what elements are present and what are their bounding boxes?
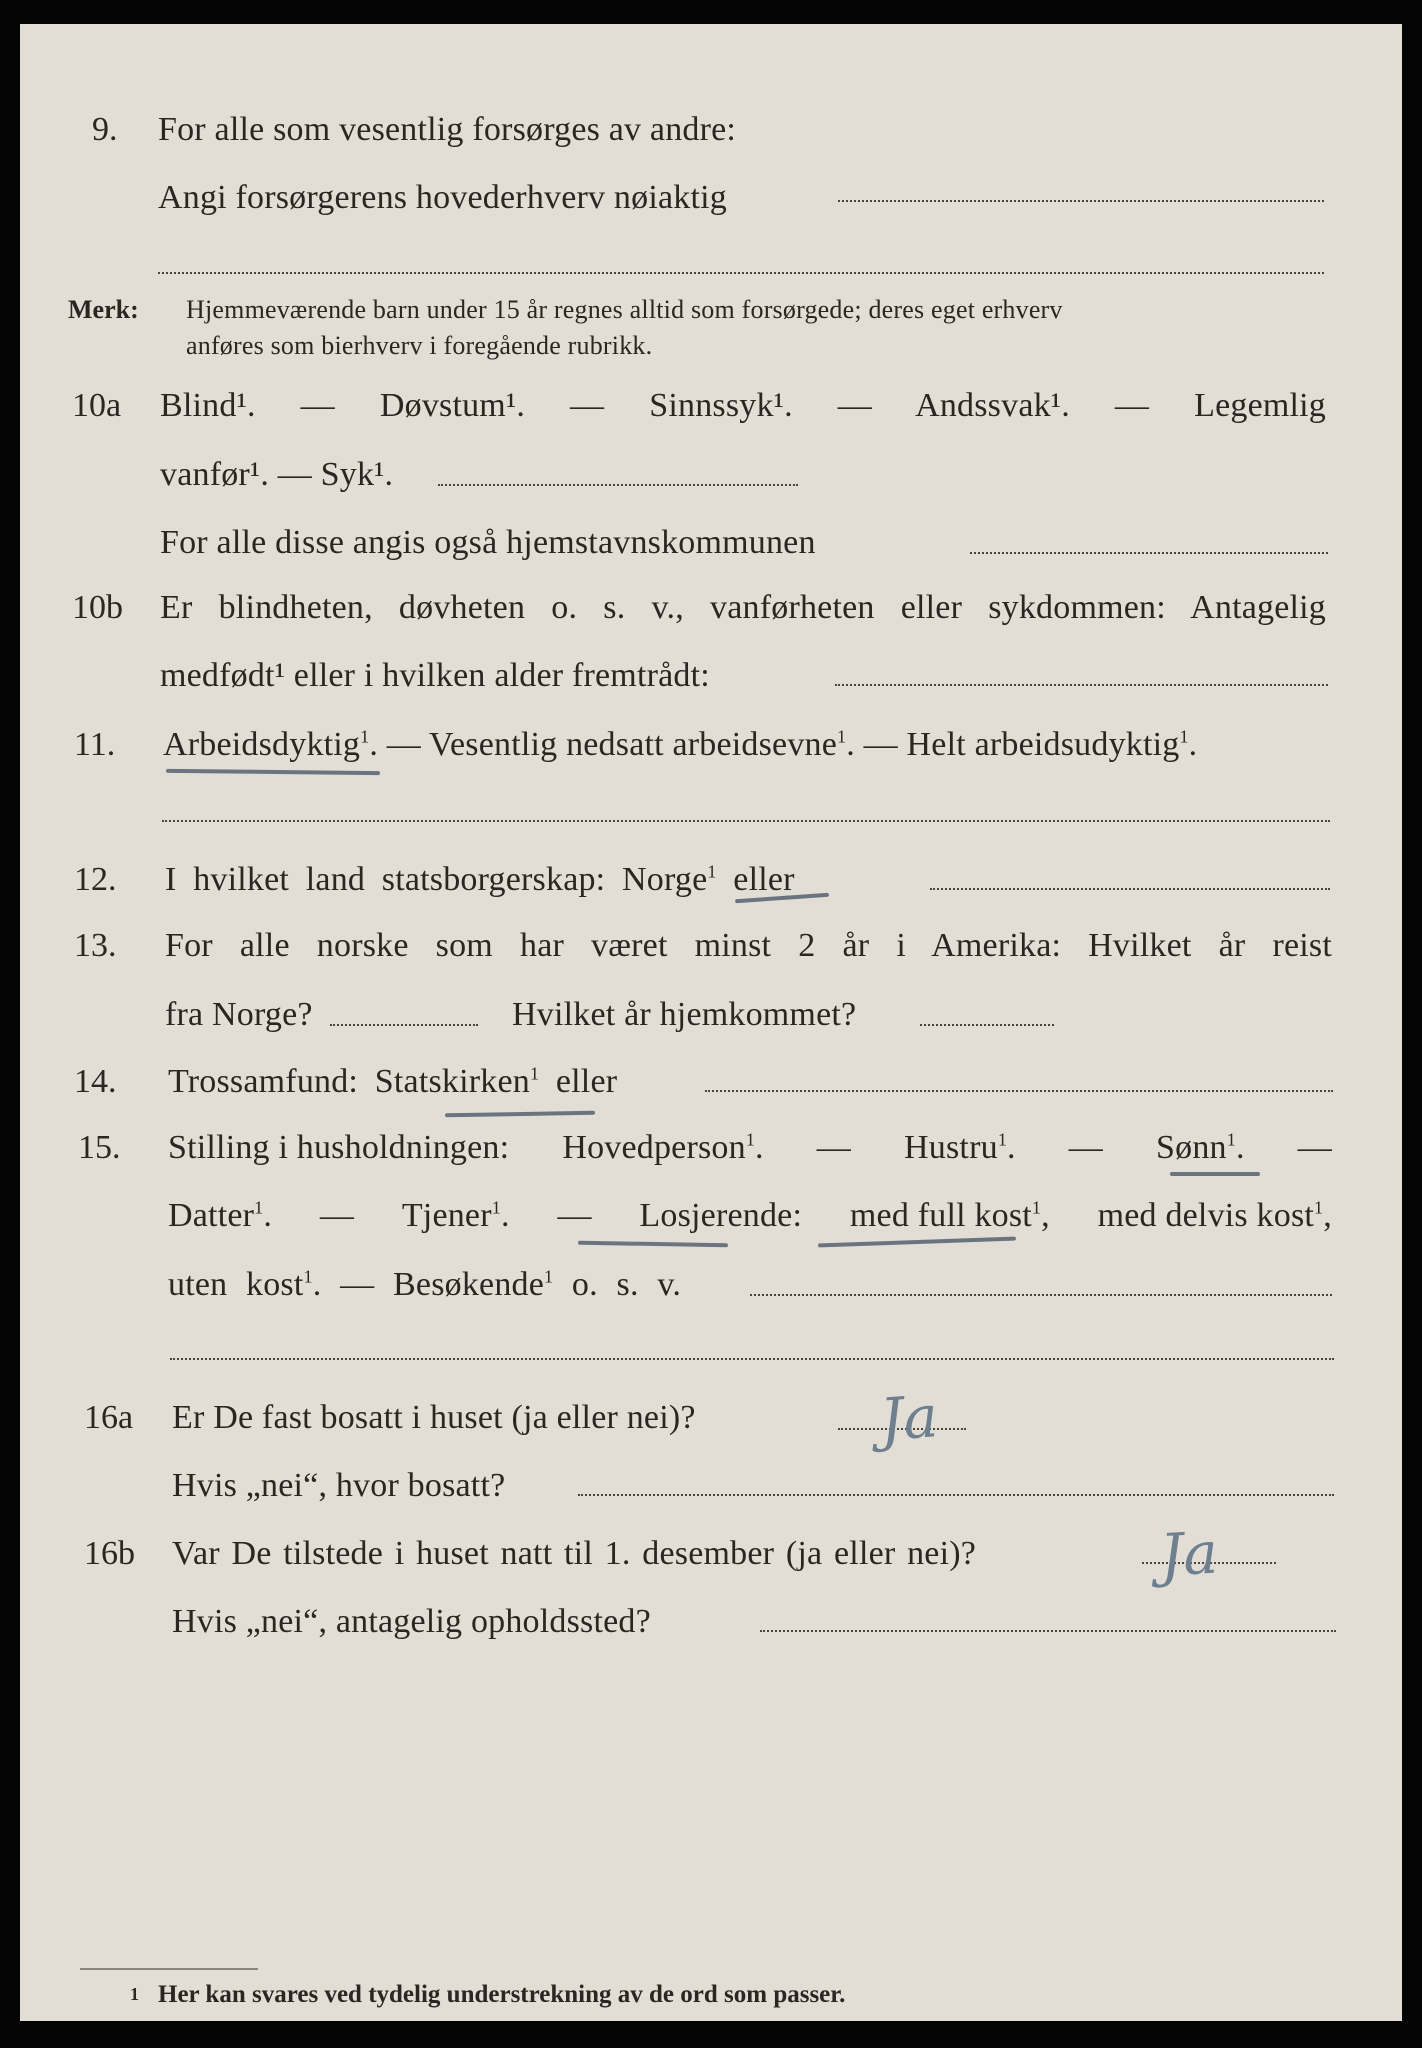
q15-answer-field[interactable] (750, 1294, 1332, 1296)
q9-number: 9. (92, 111, 118, 148)
q13-reist-field[interactable] (330, 1024, 478, 1026)
q11-option-udyktig[interactable]: . — Helt arbeidsudyktig (846, 726, 1180, 763)
q16b-line1: Var De tilstede i huset natt til 1. desember (ja eller nei)? (172, 1535, 977, 1572)
q10a-hjemstavn-field[interactable] (970, 552, 1328, 554)
merk-line2: anføres som bierhverv i foregående rubrikk. (186, 331, 653, 360)
q9-answer-field-2[interactable] (158, 272, 1324, 274)
q14-answer-field[interactable] (705, 1090, 1333, 1092)
q14-number: 14. (74, 1063, 117, 1100)
q16b-opholdssted-field[interactable] (760, 1630, 1336, 1632)
q15-option-hovedperson[interactable]: Hovedperson (562, 1129, 746, 1166)
q9-line2: Angi forsørgerens hovederhverv nøiaktig (158, 179, 727, 216)
q11-option-arbeidsdyktig[interactable]: Arbeidsdyktig (163, 726, 361, 763)
merk-label: Merk: (68, 295, 139, 324)
q15-answer-field-2[interactable] (170, 1358, 1334, 1360)
q15-option-uten-kost[interactable]: uten kost (168, 1266, 304, 1303)
q10a-line2: vanfør¹. — Syk¹. (160, 456, 394, 493)
q11-number: 11. (74, 726, 116, 763)
footnote-mark: 1 (130, 1984, 139, 2004)
q16b-line2: Hvis „nei“, antagelig opholdssted? (172, 1603, 651, 1640)
q10a-line1: Blind¹. — Døvstum¹. — Sinnssyk¹. — Andssvak¹. — Legemlig (160, 387, 1326, 424)
q15-option-hustru[interactable]: Hustru (904, 1129, 998, 1166)
q15-option-delvis-kost[interactable]: med delvis kost (1097, 1197, 1315, 1234)
q16b-number: 16b (84, 1535, 135, 1572)
q16a-line2: Hvis „nei“, hvor bosatt? (172, 1467, 506, 1504)
q10b-answer-field[interactable] (835, 684, 1328, 686)
q13-line1: For alle norske som har været minst 2 år i Amerika: Hvilket år reist (165, 927, 1332, 964)
faint-stamp-mark (80, 1968, 258, 1970)
q14-option-statskirken[interactable]: Statskirken (374, 1063, 530, 1100)
q16a-number: 16a (84, 1399, 134, 1436)
q16b-handwritten-answer: Ja (1158, 1518, 1220, 1590)
q10a-line3: For alle disse angis også hjemstavnskommunen (160, 524, 816, 561)
q13-hjemkommet-field[interactable] (920, 1024, 1054, 1026)
q11-option-nedsatt[interactable]: . — Vesentlig nedsatt arbeidsevne (369, 726, 838, 763)
q11-line: Arbeidsdyktig$^1$. — Vesentlig nedsatt arbeidsevne$^1$. — Helt arbeidsudyktig$^1$. (163, 726, 1198, 763)
q11-answer-field[interactable] (162, 820, 1330, 822)
q9-line1: For alle som vesentlig forsørges av andre: (158, 111, 737, 148)
q14-line: Trossamfund: Statskirken$^1$ eller (168, 1063, 618, 1100)
q10b-line1: Er blindheten, døvheten o. s. v., vanførheten eller sykdommen: Antagelig (160, 589, 1326, 626)
footnote-text: Her kan svares ved tydelig understrekning av de ord som passer. (158, 1981, 846, 2008)
q15-option-full-kost[interactable]: med full kost (849, 1197, 1032, 1234)
q9-answer-field[interactable] (838, 200, 1324, 202)
q12-option-norge[interactable]: Norge (622, 861, 708, 898)
q15-number: 15. (78, 1129, 121, 1166)
q15-line1: Stilling i husholdningen: Hovedperson$^1$. — Hustru$^1$. — Sønn$^1$. — (168, 1129, 1332, 1166)
q13-part-b: Hvilket år hjemkommet? (512, 996, 857, 1033)
pencil-underline-sonn (1170, 1172, 1260, 1176)
q15-line2: Datter$^1$. — Tjener$^1$. — Losjerende: med full kost$^1$, med delvis kost$^1$, (168, 1197, 1332, 1234)
q15-option-losjerende[interactable]: Losjerende: (639, 1197, 803, 1234)
q15-option-datter[interactable]: Datter (168, 1197, 255, 1234)
q15-option-tjener[interactable]: Tjener (401, 1197, 492, 1234)
q16a-line1: Er De fast bosatt i huset (ja eller nei)? (172, 1399, 696, 1436)
q13-part-a: fra Norge? (165, 996, 313, 1033)
q12-answer-field[interactable] (930, 888, 1330, 890)
q15-option-besokende[interactable]: Besøkende (393, 1266, 545, 1303)
q15-line3: uten kost$^1$. — Besøkende$^1$ o. s. v. (168, 1266, 682, 1303)
q13-number: 13. (74, 927, 117, 964)
q10a-answer-field[interactable] (438, 484, 798, 486)
q10b-number: 10b (72, 589, 123, 626)
q12-line: I hvilket land statsborgerskap: Norge$^1$ eller (165, 861, 795, 898)
q10b-line2: medfødt¹ eller i hvilken alder fremtrådt: (160, 657, 710, 694)
merk-line1: Hjemmeværende barn under 15 år regnes alltid som forsørgede; deres eget erhverv (186, 295, 1063, 324)
q10a-number: 10a (72, 387, 122, 424)
q15-option-sonn[interactable]: Sønn (1156, 1129, 1227, 1166)
q12-number: 12. (74, 861, 117, 898)
q16a-handwritten-answer: Ja (877, 1382, 941, 1454)
q16a-bosatt-field[interactable] (578, 1494, 1334, 1496)
